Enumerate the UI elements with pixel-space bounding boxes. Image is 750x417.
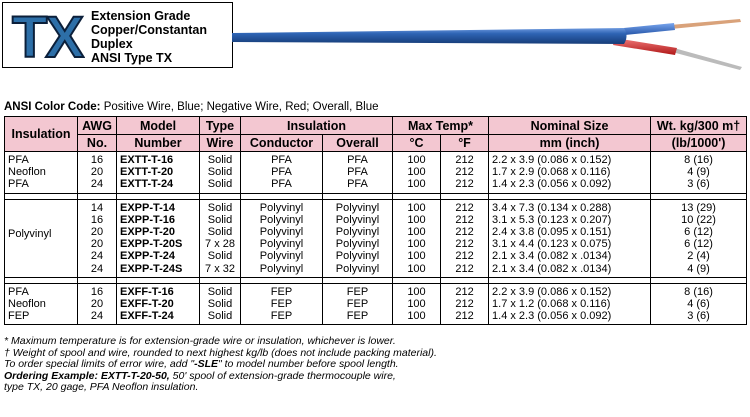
- insulation-cell: Polyvinyl: [5, 199, 78, 277]
- model-cell: EXTT-T-16 EXTT-T-20 EXTT-T-24: [117, 152, 200, 194]
- col-header-weight: Wt. kg/300 m†: [651, 117, 747, 135]
- table-group-polyvinyl: [5, 199, 747, 277]
- insulation-cell: PFA Neoflon FEP: [5, 283, 78, 325]
- ansi-color-code: [4, 101, 379, 113]
- color-code-label: ANSI Color Code:: [4, 101, 101, 113]
- type-cell: Solid Solid Solid: [200, 152, 241, 194]
- conductor-cell: FEP FEP FEP: [241, 283, 323, 325]
- model-cell: EXPP-T-14 EXPP-T-16 EXPP-T-20 EXPP-T-20S EXPP-T-24 EXPP-T-24S: [117, 199, 200, 277]
- col-header-weight-units: (lb/1000'): [651, 135, 747, 152]
- negative-wire-conductor: [672, 48, 742, 70]
- product-header: [2, 2, 233, 68]
- col-header-model: Model: [117, 117, 200, 135]
- col-header-conductor: Conductor: [241, 135, 323, 152]
- title-line-2: Copper/Constantan: [91, 23, 207, 37]
- col-header-type-wire: Wire: [200, 135, 241, 152]
- tx-logo-text: TX: [11, 8, 83, 64]
- col-header-nominal: Nominal Size: [489, 117, 651, 135]
- insulation-cell: PFA Neoflon PFA: [5, 152, 78, 194]
- awg-cell: 14 16 20 20 24 24: [78, 199, 117, 277]
- col-header-maxtemp: Max Temp*: [393, 117, 489, 135]
- overall-cell: FEP FEP FEP: [323, 283, 393, 325]
- col-header-model-number: Number: [117, 135, 200, 152]
- title-line-1: Extension Grade: [91, 9, 191, 23]
- fahrenheit-cell: 212 212 212 212 212 212: [441, 199, 489, 277]
- ordering-example: Ordering Example: EXTT-T-20-50, 50' spool of extension-grade thermocouple wire,: [4, 369, 396, 382]
- col-header-awg-no: No.: [78, 135, 117, 152]
- table-group-pfa: [5, 152, 747, 194]
- ordering-example-cont: type TX, 20 gage, PFA Neoflon insulation.: [4, 381, 199, 394]
- col-header-overall: Overall: [323, 135, 393, 152]
- weight-cell: 8 (16) 4 (6) 3 (6): [651, 283, 747, 325]
- weight-cell: 8 (16) 4 (9) 3 (6): [651, 152, 747, 194]
- col-header-insulation-group: Insulation: [241, 117, 393, 135]
- nominal-size-cell: 2.2 x 3.9 (0.086 x 0.152) 1.7 x 1.2 (0.068 x 0.116) 1.4 x 2.3 (0.056 x 0.092): [489, 283, 651, 325]
- celsius-cell: 100 100 100 100 100 100: [393, 199, 441, 277]
- footnote-sle: To order special limits of error wire, add "-SLE" to model number before spool length.: [4, 358, 399, 371]
- cable-jacket: [232, 28, 627, 44]
- fahrenheit-cell: 212 212 212: [441, 152, 489, 194]
- type-cell: Solid Solid Solid 7 x 28 Solid 7 x 32: [200, 199, 241, 277]
- table-group-fep: [5, 283, 747, 325]
- overall-cell: Polyvinyl Polyvinyl Polyvinyl Polyvinyl Polyvinyl Polyvinyl: [323, 199, 393, 277]
- product-title: [91, 9, 207, 65]
- weight-cell: 13 (29) 10 (22) 6 (12) 6 (12) 2 (4) 4 (9): [651, 199, 747, 277]
- conductor-cell: Polyvinyl Polyvinyl Polyvinyl Polyvinyl Polyvinyl Polyvinyl: [241, 199, 323, 277]
- col-header-nominal-units: mm (inch): [489, 135, 651, 152]
- color-code-text: Positive Wire, Blue; Negative Wire, Red; Overall, Blue: [103, 101, 379, 113]
- fahrenheit-cell: 212 212 212: [441, 283, 489, 325]
- overall-cell: PFA PFA PFA: [323, 152, 393, 194]
- awg-cell: 16 20 24: [78, 283, 117, 325]
- celsius-cell: 100 100 100: [393, 283, 441, 325]
- awg-cell: 16 20 24: [78, 152, 117, 194]
- type-cell: Solid Solid Solid: [200, 283, 241, 325]
- title-line-3: Duplex: [91, 37, 133, 51]
- col-header-fahrenheit: °F: [441, 135, 489, 152]
- footnotes: [4, 336, 437, 394]
- footnote-weight: † Weight of spool and wire, rounded to next highest kg/lb (does not include packing material).: [4, 346, 437, 359]
- footnote-max-temp: * Maximum temperature is for extension-grade wire or insulation, whichever is lower.: [4, 335, 396, 347]
- positive-wire-copper: [670, 19, 741, 29]
- celsius-cell: 100 100 100: [393, 152, 441, 194]
- model-cell: EXFF-T-16 EXFF-T-20 EXFF-T-24: [117, 283, 200, 325]
- title-line-4: ANSI Type TX: [91, 51, 173, 65]
- col-header-insulation: Insulation: [5, 117, 78, 152]
- nominal-size-cell: 2.2 x 3.9 (0.086 x 0.152) 1.7 x 2.9 (0.068 x 0.116) 1.4 x 2.3 (0.056 x 0.092): [489, 152, 651, 194]
- cable-image: [232, 12, 747, 72]
- col-header-type: Type: [200, 117, 241, 135]
- col-header-awg: AWG: [78, 117, 117, 135]
- col-header-celsius: °C: [393, 135, 441, 152]
- spec-table: [4, 116, 747, 325]
- tx-logo: [9, 8, 85, 64]
- nominal-size-cell: 3.4 x 7.3 (0.134 x 0.288) 3.1 x 5.3 (0.123 x 0.207) 2.4 x 3.8 (0.095 x 0.151) 3.1 x 4.4 (0.123 x 0.075) 2.1 x 3.4 (0.082 x .0134) 2.1 x 3.4 (0.082 x .0134): [489, 199, 651, 277]
- conductor-cell: PFA PFA PFA: [241, 152, 323, 194]
